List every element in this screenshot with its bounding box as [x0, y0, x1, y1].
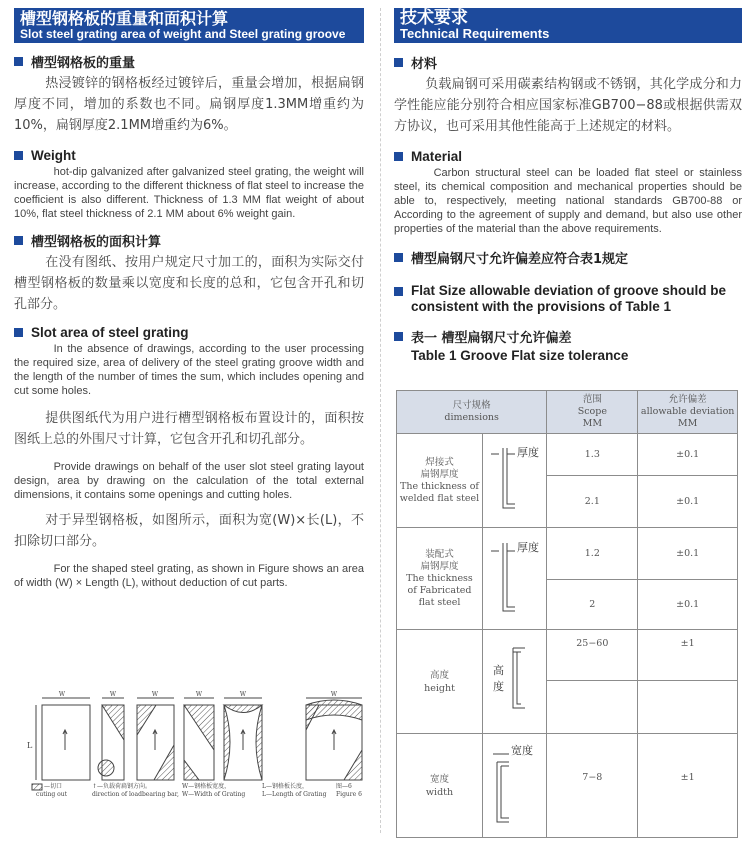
section-heading-material-cn: 材料	[394, 53, 742, 72]
area-paragraph-cn: 在没有图纸、按用户规定尺寸加工的，面积为实际交付槽型钢格板的数量乘以宽度和长度的总和，它包含开孔和切孔部分。	[14, 255, 364, 312]
weight-paragraph-en: hot-dip galvanized after galvanized steel grating, the weight will increase, according to the different thickness of flat steel to increase the coefficient is also different. Thickness of 1.3 MM flat weight of about 10%, flat steel thickness of 2.1 MM about 6% weight gain.	[14, 166, 364, 220]
width-profile-icon	[483, 734, 547, 838]
cell-scope: 2	[547, 580, 638, 630]
section-heading-area-en: Slot area of steel grating	[14, 325, 364, 340]
row-label-height: 高度 height	[397, 630, 483, 734]
row-label-fabricated: 装配式 扁钢厚度 The thickness of Fabricated flat steel	[397, 528, 483, 630]
material-paragraph-en: Carbon structural steel can be loaded flat steel or stainless steel, its chemical composition and mechanical properties should be able to, respectively, meeting national standards GB700-88 or According to the agreement of supply and demand, but also use other properties of the material than the above requirements.	[394, 167, 742, 235]
table-row	[397, 528, 738, 580]
svg-text:厚度: 厚度	[516, 541, 539, 554]
header-deviation: 允许偏差 allowable deviation MM	[638, 391, 738, 434]
svg-text:W: W	[195, 691, 203, 698]
bullet-square-icon	[394, 152, 403, 161]
area-paragraph-en: In the absence of drawings, according to the user processing the required size, area of delivery of the steel grating groove width and the length of the number of times the sum, which includes opening and cut some holes.	[14, 343, 364, 397]
svg-text:direction of loadbearing bar,: direction of loadbearing bar,	[92, 791, 179, 798]
left-banner	[14, 8, 364, 43]
cell-deviation: ±0.1	[638, 528, 738, 580]
header-dimensions: 尺寸规格 dimensions	[397, 391, 547, 434]
section-heading-weight-cn: 槽型钢格板的重量	[14, 52, 364, 71]
svg-text:L: L	[27, 741, 33, 750]
left-column	[14, 8, 364, 590]
svg-text:W: W	[58, 691, 66, 698]
table-row	[397, 734, 738, 838]
bullet-square-icon	[14, 57, 23, 66]
svg-text:W: W	[151, 691, 159, 698]
left-banner-title-cn: 槽型钢格板的重量和面积计算	[20, 9, 229, 28]
cell-deviation: ±0.1	[638, 434, 738, 476]
cell-deviation: ±0.1	[638, 476, 738, 528]
column-divider	[380, 8, 382, 833]
cell-deviation: ±1	[638, 734, 738, 838]
svg-text:W: W	[330, 691, 338, 698]
cell-scope: 25−60	[547, 630, 638, 681]
section-heading-tolerance-cn: 槽型扁钢尺寸允许偏差应符合表1规定	[394, 248, 742, 267]
table-header-row	[397, 391, 738, 434]
row-label-welded: 焊接式 扁钢厚度 The thickness of welded flat steel	[397, 434, 483, 528]
svg-text:W—Width of Grating: W—Width of Grating	[182, 791, 246, 798]
section-heading-weight-en: Weight	[14, 148, 364, 163]
bullet-square-icon	[394, 287, 403, 296]
cell-scope	[547, 680, 638, 733]
table-row	[397, 434, 738, 476]
svg-text:宽度: 宽度	[510, 744, 533, 757]
svg-text:高: 高	[492, 664, 504, 677]
right-banner-title-cn: 技术要求	[400, 8, 468, 28]
svg-text:W: W	[109, 691, 117, 698]
cell-scope: 1.2	[547, 528, 638, 580]
cell-deviation: ±0.1	[638, 580, 738, 630]
bullet-square-icon	[14, 151, 23, 160]
bullet-square-icon	[14, 328, 23, 337]
shaped-grating-diagram	[14, 690, 364, 802]
svg-text:↑—负载荷扁钢方向。: ↑—负载荷扁钢方向。	[92, 783, 152, 790]
section-heading-material-en: Material	[394, 149, 742, 164]
drawing-paragraph-cn: 提供图纸代为用户进行槽型钢格板布置设计的，面积按图纸上总的外围尺寸计算，它包含开孔和切孔部分。	[14, 411, 364, 447]
table-title-cn: 表一 槽型扁钢尺寸允许偏差	[394, 327, 742, 346]
bullet-square-icon	[14, 236, 23, 245]
weight-paragraph-cn: 热浸镀锌的钢格板经过镀锌后，重量会增加，根据扁钢厚度不同，增加的系数也不同。扁钢厚度1.3MM增重约为10%，扁钢厚度2.1MM增重约为6%。	[14, 76, 364, 133]
row-label-width: 宽度 width	[397, 734, 483, 838]
table-row	[397, 630, 738, 681]
section-heading-area-cn: 槽型钢格板的面积计算	[14, 231, 364, 250]
svg-text:度: 度	[492, 680, 504, 693]
left-banner-title-en: Slot steel grating area of weight and Steel grating groove	[20, 27, 346, 41]
svg-text:厚度: 厚度	[516, 446, 539, 459]
bullet-square-icon	[394, 58, 403, 67]
table-title-en: Table 1 Groove Flat size tolerance	[411, 348, 629, 363]
right-banner-title-en: Technical Requirements	[400, 26, 550, 41]
thickness-profile-icon	[483, 434, 547, 528]
bullet-square-icon	[394, 332, 403, 341]
thickness-profile-icon	[483, 528, 547, 630]
svg-text:图—6: 图—6	[336, 783, 352, 790]
header-scope: 范围 Scope MM	[547, 391, 638, 434]
cell-scope: 2.1	[547, 476, 638, 528]
figure-6	[14, 690, 364, 800]
right-column	[394, 8, 742, 363]
cell-deviation: ±1	[638, 630, 738, 681]
right-banner	[394, 8, 742, 43]
bullet-square-icon	[394, 253, 403, 262]
material-paragraph-cn: 负载扁钢可采用碳素结构钢或不锈钢，其化学成分和力学性能应能分别符合相应国家标准GB700−88或根据供需双方协议，也可采用其他性能高于上述规定的材料。	[394, 77, 742, 134]
svg-text:W—钢格板宽度，: W—钢格板宽度，	[182, 783, 231, 790]
svg-text:W: W	[239, 691, 247, 698]
tolerance-table	[396, 390, 738, 838]
cell-deviation	[638, 680, 738, 733]
svg-text:Figure 6: Figure 6	[336, 791, 362, 798]
svg-text:—切口: —切口	[44, 783, 63, 790]
shaped-paragraph-cn: 对于异型钢格板，如图所示，面积为宽(W)×长(L)，不扣除切口部分。	[14, 513, 364, 549]
svg-text:L—钢格板长度，: L—钢格板长度，	[262, 783, 308, 790]
drawing-paragraph-en: Provide drawings on behalf of the user slot steel grating layout design, area by drawing on the calculation of the total external dimensions, it contains some openings and cutting holes.	[14, 461, 364, 501]
svg-text:cuting out: cuting out	[36, 791, 68, 798]
cell-scope: 1.3	[547, 434, 638, 476]
svg-text:L—Length of Grating: L—Length of Grating	[262, 791, 327, 798]
section-heading-tolerance-en: Flat Size allowable deviation of groove should be consistent with the provisions of Table 1	[394, 283, 742, 315]
cell-scope: 7−8	[547, 734, 638, 838]
shaped-paragraph-en: For the shaped steel grating, as shown in Figure shows an area of width (W) × Length (L), without deduction of cut parts.	[14, 563, 364, 589]
height-profile-icon	[483, 630, 547, 734]
